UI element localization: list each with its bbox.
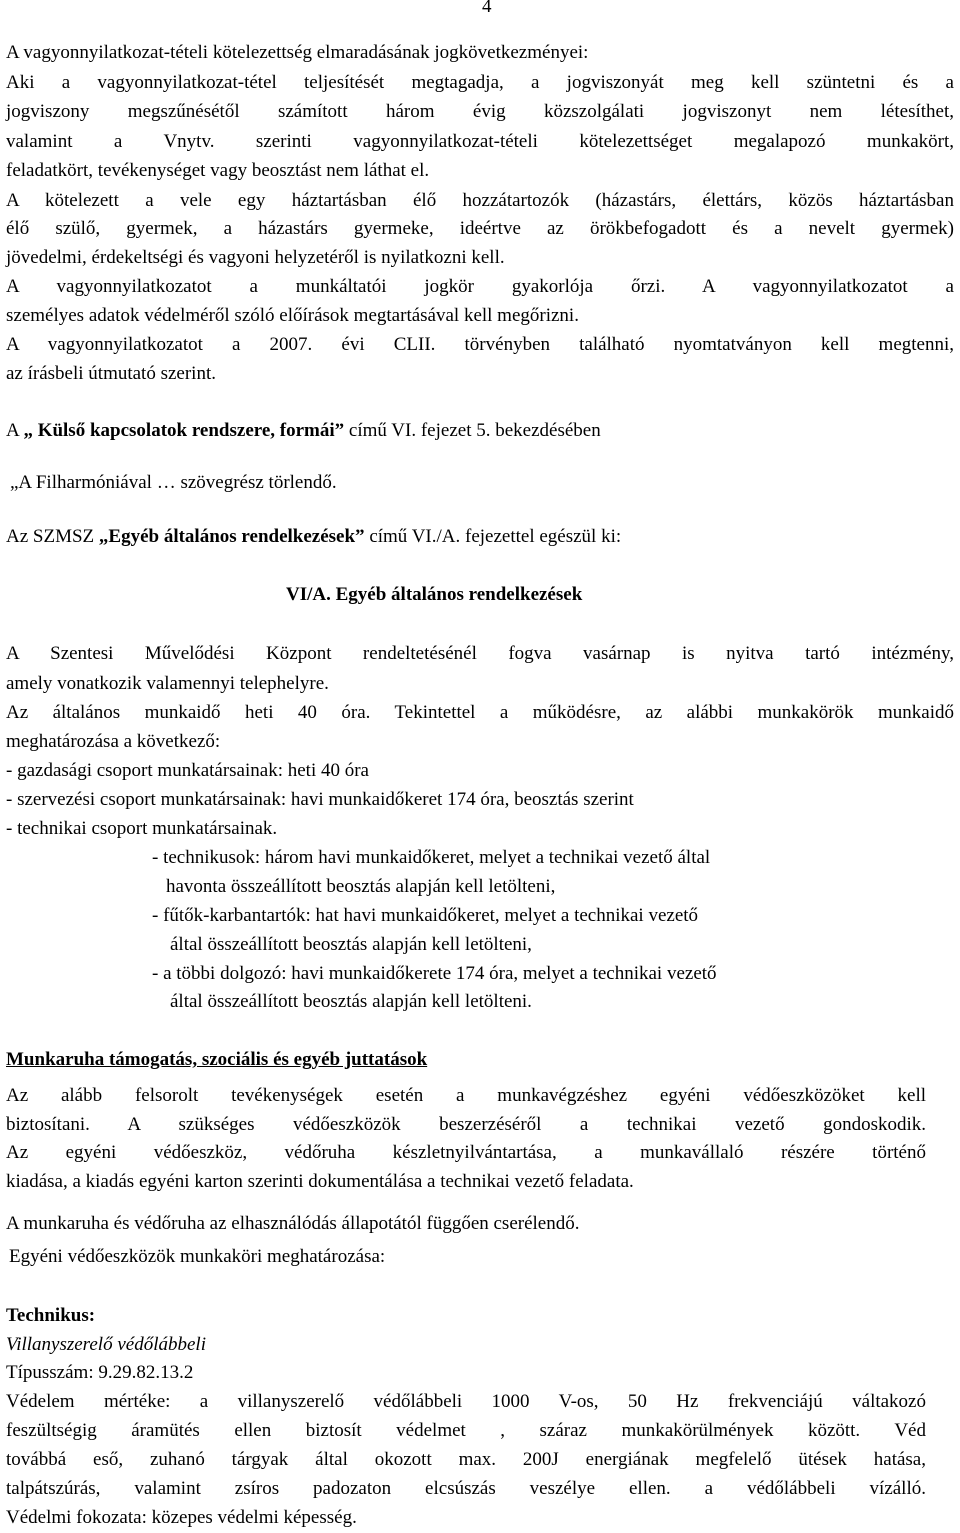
paragraph-line: jövedelmi, érdekeltségi és vagyoni helyzetéről is nyilatkozni kell. [6,247,505,268]
amendment-line: „A Filharmóniával … szövegrész törlendő. [10,472,337,493]
paragraph-line: Aki a vagyonnyilatkozat-tétel teljesítését megtagadja, a jogviszonyát meg kell szüntetni és a [6,72,954,93]
paragraph-line: feladatkört, tevékenységet vagy beosztást nem láthat el. [6,160,430,181]
amendment-line [6,524,621,550]
paragraph-line: A kötelezett a vele egy háztartásban élő hozzátartozók (házastárs, élettárs, közös háztartásban [6,190,954,211]
paragraph-line: Egyéni védőeszközök munkaköri meghatározása: [9,1246,386,1267]
paragraph-line: Védelem mértéke: a villanyszerelő védőlábbeli 1000 V-os, 50 Hz frekvenciájú váltakozó [6,1391,926,1412]
list-item: - technikai csoport munkatársainak. [6,818,278,839]
section-heading: Munkaruha támogatás, szociális és egyéb juttatások [6,1049,428,1070]
paragraph-line: Az alább felsorolt tevékenységek esetén a munkavégzéshez egyéni védőeszközöket kell [6,1085,926,1106]
chapter-title: VI/A. Egyéb általános rendelkezések [286,584,583,605]
paragraph-line: A vagyonnyilatkozatot a munkáltatói jogkör gyakorlója őrzi. A vagyonnyilatkozatot a [6,276,954,297]
paragraph-line: élő szülő, gyermek, a házastárs gyermeke, ideértve az örökbefogadott és a nevelt gyermek) [6,218,954,239]
amendment-bold: „ Külső kapcsolatok rendszere, formái” [23,420,345,441]
paragraph-line: továbbá eső, zuhanó tárgyak által okozott max. 200J energiának megfelelő ütések hatása, [6,1449,926,1470]
amendment-prefix: Az SZMSZ [6,526,99,547]
section-heading: A vagyonnyilatkozat-tételi kötelezettség elmaradásának jogkövetkezményei: [6,42,589,63]
paragraph-line: valamint a Vnytv. szerinti vagyonnyilatkozat-tételi kötelezettséget megalapozó munkakört, [6,131,954,152]
equipment-name: Villanyszerelő védőlábbeli [6,1334,206,1355]
paragraph-line: meghatározása a következő: [6,731,221,752]
role-heading: Technikus: [6,1305,96,1326]
amendment-line [6,418,601,444]
paragraph-line: A vagyonnyilatkozatot a 2007. évi CLII. törvényben található nyomtatványon kell megtenni, [6,334,954,355]
paragraph-line: feszültségig áramütés ellen biztosít védelmet , száraz munkakörülmények között. Véd [6,1420,926,1441]
sub-list-item: - fűtők-karbantartók: hat havi munkaidőkeret, melyet a technikai vezető [152,905,699,926]
sub-list-item: havonta összeállított beosztás alapján kell letölteni, [166,876,556,897]
paragraph-line: Az egyéni védőeszköz, védőruha készletnyilvántartása, a munkavállaló részére történő [6,1142,926,1163]
page-number: 4 [482,0,492,17]
amendment-suffix: című VI. fejezet 5. bekezdésében [344,420,601,441]
list-item: - szervezési csoport munkatársainak: havi munkaidőkeret 174 óra, beosztás szerint [6,789,634,810]
paragraph-line: amely vonatkozik valamennyi telephelyre. [6,673,329,694]
amendment-suffix: című VI./A. fejezettel egészül ki: [364,526,622,547]
paragraph-line: biztosítani. A szükséges védőeszközök beszerzéséről a technikai vezető gondoskodik. [6,1114,926,1135]
paragraph-line: kiadása, a kiadás egyéni karton szerinti dokumentálása a technikai vezető feladata. [6,1171,634,1192]
sub-list-item: - a többi dolgozó: havi munkaidőkerete 174 óra, melyet a technikai vezető [152,963,717,984]
amendment-bold: „Egyéb általános rendelkezések” [98,526,365,547]
paragraph-line: jogviszony megszűnésétől számított három évig közszolgálati jogviszonyt nem létesíthet, [6,101,954,122]
paragraph-line: Védelmi fokozata: közepes védelmi képesség. [6,1507,357,1528]
sub-list-item: által összeállított beosztás alapján kell letölteni. [170,991,532,1012]
paragraph-line: személyes adatok védelméről szóló előírások megtartásával kell megőrizni. [6,305,579,326]
type-number: Típusszám: 9.29.82.13.2 [6,1362,194,1383]
paragraph-line: talpátszúrás, valamint zsíros padozaton elcsúszás veszélye ellen. a védőlábbeli vízálló. [6,1478,926,1499]
amendment-prefix: A [6,420,24,441]
paragraph-line: A Szentesi Művelődési Központ rendeltetésénél fogva vasárnap is nyitva tartó intézmény, [6,643,954,664]
sub-list-item: - technikusok: három havi munkaidőkeret, melyet a technikai vezető által [152,847,711,868]
paragraph-line: az írásbeli útmutató szerint. [6,363,216,384]
paragraph-line: A munkaruha és védőruha az elhasználódás állapotától függően cserélendő. [6,1213,580,1234]
list-item: - gazdasági csoport munkatársainak: heti 40 óra [6,760,369,781]
paragraph-line: Az általános munkaidő heti 40 óra. Tekintettel a működésre, az alábbi munkakörök munkaidő [6,702,954,723]
sub-list-item: által összeállított beosztás alapján kell letölteni, [170,934,532,955]
